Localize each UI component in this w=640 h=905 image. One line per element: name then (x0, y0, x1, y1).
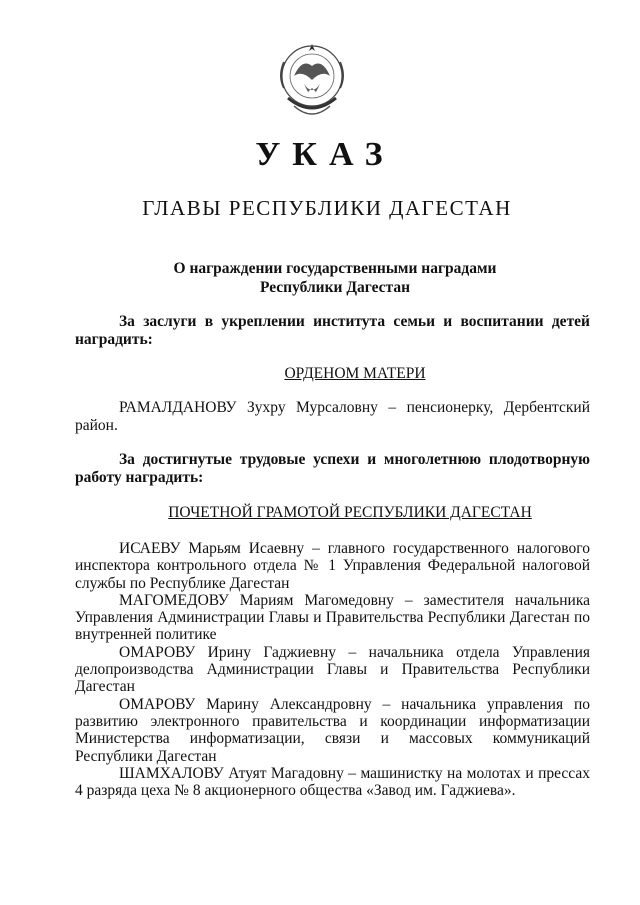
section2-intro: За достигнутые трудовые успехи и многолетнюю плодотворную работу наградить: (75, 451, 590, 486)
award-order-of-mother: ОРДЕНОМ МАТЕРИ (284, 365, 426, 382)
award-certificate-of-honor: ПОЧЕТНОЙ ГРАМОТОЙ РЕСПУБЛИКИ ДАГЕСТАН (168, 504, 532, 521)
heading-line-2: Республики Дагестан (259, 279, 411, 296)
heading-line-1: О награждении государственными наградами (173, 260, 497, 277)
decree-heading (0, 259, 640, 297)
list-item: ОМАРОВУ Марину Александровну – начальника управления по развитию электронного правительства и координации информатизации Министерства информатизации, связи и массовых коммуникаций Республики Дагестан (75, 695, 590, 765)
coat-of-arms-emblem (264, 36, 360, 126)
section1-intro: За заслуги в укреплении института семьи и воспитании детей наградить: (75, 313, 590, 348)
list-item: ОМАРОВУ Ирину Гаджиевну – начальника отдела Управления делопроизводства Администрации Главы и Правительства Республики Дагестан (75, 643, 590, 696)
decree-subtitle: ГЛАВЫ РЕСПУБЛИКИ ДАГЕСТАН (142, 196, 512, 220)
list-item: ИСАЕВУ Марьям Исаевну – главного государственного налогового инспектора контрольного отдела № 1 Управления Федеральной налоговой службы по Республике Дагестан (75, 540, 590, 592)
list-item: МАГОМЕДОВУ Мариям Магомедовну – заместителя начальника Управления Администрации Главы и Правительства Республики Дагестан по внутренней политике (75, 591, 590, 644)
recipient-list (75, 540, 590, 799)
list-item: ШАМХАЛОВУ Атуят Магадовну – машинистку на молотах и прессах 4 разряда цеха № 8 акционерного общества «Завод им. Гаджиева». (75, 764, 590, 800)
section1-recipient: РАМАЛДАНОВУ Зухру Мурсаловну – пенсионерку, Дербентский район. (75, 399, 590, 434)
decree-title: УКАЗ (255, 136, 395, 173)
